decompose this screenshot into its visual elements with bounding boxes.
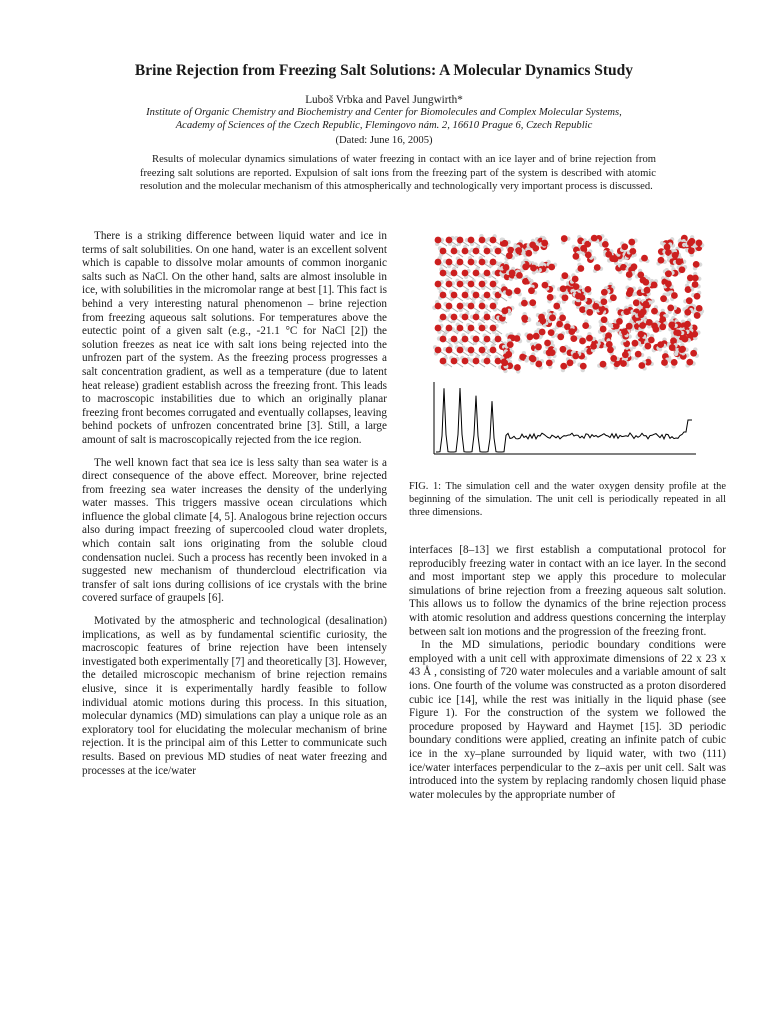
figure-1 (430, 232, 706, 492)
authors: Luboš Vrbka and Pavel Jungwirth* (305, 94, 463, 106)
density-profile-plot (434, 382, 696, 454)
dated: (Dated: June 16, 2005) (335, 135, 433, 146)
right-column (409, 544, 726, 802)
figure-caption: FIG. 1: The simulation cell and the water oxygen density profile at the beginning of the simulation. The unit cell is periodically repeated in all three dimensions. (409, 481, 726, 518)
left-column (82, 230, 387, 787)
right-paragraph-2: In the MD simulations, periodic boundary conditions were employed with a unit cell with approximate dimensions of 22 x 23 x 43 Å , consisting of 720 water molecules and a variable amount of salt ions. One fourth of the volume was constructed as a proton disordered cubic ice [14], while the rest was initially in the liquid phase (see Figure 1). For the construction of the system we followed the procedure proposed by Hayward and Haymet [15]. 3D periodic boundary conditions were applied, creating an infinite patch of cubic ice in the xy–plane surrounded by liquid water, with two (111) ice/water interfaces perpendicular to the z–axis per unit cell. Salt was introduced into the system by replacing randomly chosen liquid phase water molecules by the appropriate number of (409, 639, 726, 801)
left-paragraph-2: The well known fact that sea ice is less salty than sea water is a direct consequence of the above effect. Moreover, brine rejected from freezing sea water increases the density of the underlying water masses. This triggers massive ocean circulations which influence the global climate [4, 5]. Analogous brine rejection occurs also during impact freezing of supercooled cloud water droplets, which contain salt ions originating from the soluble cloud condensation nuclei. Such a process has recently been invoked in a suggested new mechanism of thundercloud electrification via transfer of salt ions during collisions of ice crystals with the brine covered surface of graupels [6]. (82, 456, 387, 605)
left-paragraph-3: Motivated by the atmospheric and technological (desalination) implications, as well as by fundamental scientific curiosity, the macroscopic features of brine rejection have been intensely investigated both experimentally [7] and theoretically [3]. However, the detailed microscopic mechanism of brine rejection remains elusive, since it is experimentally hardly feasible to follow individual atomic motions during this process. In this situation, molecular dynamics (MD) simulations can play a unique role as an exploratory tool for elucidating the molecular mechanism of brine rejection. It is the principal aim of this Letter to communicate such results. Based on previous MD studies of neat water freezing and processes at the ice/water (82, 615, 387, 777)
density-profile-line (436, 388, 692, 452)
paper-title: Brine Rejection from Freezing Salt Solutions: A Molecular Dynamics Study (134, 62, 634, 79)
abstract: Results of molecular dynamics simulations of water freezing in contact with an ice layer and of brine rejection from freezing salt solutions are reported. Expulsion of salt ions from the freezing part of the system is described with atomic resolution and the molecular mechanism of this atmospherically and technologically very important process is discussed. (140, 154, 656, 193)
right-paragraph-1: interfaces [8–13] we first establish a computational protocol for reproducibly freezing water in contact with an ice layer. In the second and most important step we apply this procedure to molecular simulations of brine rejection from a freezing aqueous salt solution. This allows us to follow the dynamics of the brine rejection process with atomic resolution and address questions concerning the interplay between salt ion motions and the progression of the freezing front. (409, 544, 726, 638)
affiliation (0, 106, 768, 132)
simulation-cell-image (432, 234, 704, 374)
affiliation-line-2: Academy of Sciences of the Czech Republic, Flemingovo nám. 2, 16610 Prague 6, Czech Republic (175, 120, 593, 131)
figure-1-graphic (430, 232, 706, 492)
left-paragraph-1: There is a striking difference between liquid water and ice in terms of salt solubilities. On one hand, water is an excellent solvent which is capable to dissolve molar amounts of common inorganic salts such as NaCl. On the other hand, salts are almost insoluble in ice, with solubilities in the micromolar range at best [1]. This fact is behind a very interesting natural phenomenon – brine rejection from freezing aqueous salt solutions. For temperatures above the eutectic point of a given salt (e.g., -21.1 °C for NaCl [2]) the solution freezes as neat ice with salt ions being rejected into the unfrozen part of the system. As the freezing process progresses a salt concentration gradient, as well as a temperature (due to latent heat release) gradient establish across the freezing front. This leads to macroscopic instabilities due to which an originally planar freezing front becomes corrugated and eventually collapses, leaving behind pockets of unfrozen concentrated brine [3]. Still, a large amount of salt is macroscopically rejected from the ice region. (82, 230, 387, 446)
affiliation-line-1: Institute of Organic Chemistry and Biochemistry and Center for Biomolecules and Complex Molecular Systems, (146, 107, 622, 118)
